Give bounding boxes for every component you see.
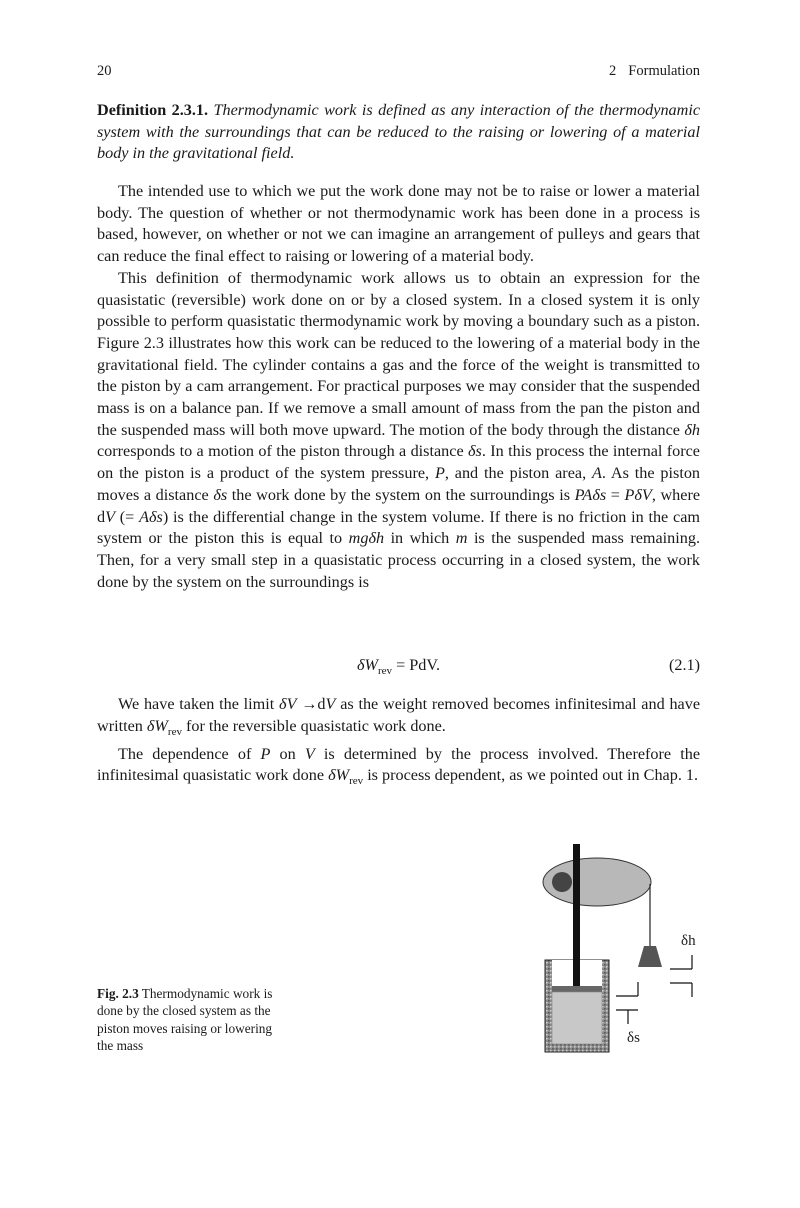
paragraph-3 [97, 694, 700, 744]
text-run: the work done by the system on the surroundings is [227, 485, 575, 504]
eq-rhs: = PdV. [392, 656, 441, 674]
text-run: = [606, 485, 625, 504]
text-run: . In this process the internal force on the piston is a product of the system pressure, [97, 442, 700, 483]
eq-lhs-sub: rev [378, 665, 393, 678]
math-dh: δh [684, 420, 700, 439]
chapter-title: Formulation [628, 63, 700, 79]
piston-cam-diagram [538, 838, 708, 1060]
math-sub-rev: rev [349, 775, 364, 788]
text-run: for the reversible quasistatic work done. [181, 716, 446, 735]
text-run: (= [114, 507, 140, 526]
math-p: P [434, 464, 445, 483]
gas-volume [552, 992, 602, 1044]
equation-body [97, 656, 700, 677]
text-run: , where d [97, 485, 701, 526]
text-run: in which [384, 529, 456, 548]
math-dv: δV [279, 695, 297, 713]
text-run: on [270, 744, 305, 763]
equation-2-1 [97, 656, 700, 680]
figure-caption [97, 985, 287, 1055]
text-run: , and the piston area, [444, 464, 592, 483]
math-a: A [592, 464, 602, 483]
piston [552, 986, 602, 992]
body-text-continued [97, 694, 700, 793]
text-run: This definition of thermodynamic work allows us to obtain an expression for the quasistatic (reversible) work done on or by a closed system. In a closed system it is only possible to perform quasistatic thermodynamic work by moving a boundary such as a piston. Figure 2.3 illustrates how this work can be reduced to the lowering of a material body in the gravitational field. The cylinder contains a gas and the force of the weight is transmitted to the piston by a cam arrangement. For practical purposes we may consider that the suspended mass is on a balance pan. If we remove a small amount of mass from the pan the piston and the suspended mass will both move upward. The motion of the body through the distance [97, 268, 700, 439]
math-sub-rev: rev [167, 725, 182, 738]
eq-lhs: δW [356, 656, 378, 674]
definition-text: Thermodynamic work is defined as any interaction of the thermodynamic system with the surroundings that can be reduced to the raising or lowering of a material body in the gravitational field. [97, 101, 700, 163]
caption-text: Thermodynamic work is done by the closed system as the piston moves raising or lowering the mass [97, 986, 273, 1054]
equation-number: (2.1) [668, 656, 700, 674]
text-run: is determined by the process involved. Therefore the infinitesimal quasistatic work done [97, 744, 701, 785]
definition-block [97, 100, 700, 165]
text-run: as the weight removed becomes infinitesimal and have written [97, 695, 700, 735]
cam-pivot [552, 872, 572, 892]
suspended-mass [638, 946, 662, 967]
math-dw: δW [146, 716, 168, 735]
dh-label: δh [681, 933, 696, 949]
caption-label: Fig. 2.3 [97, 986, 139, 1001]
math-m: m [455, 529, 468, 548]
text-run: ) is the differential change in the system volume. If there is no friction in the cam system or the piston this is equal to [97, 507, 700, 548]
math-v: V [304, 744, 315, 763]
text-run: The dependence of [118, 744, 261, 763]
body-text [97, 181, 700, 593]
math-pads: PAδs [574, 485, 607, 504]
text-run: We have taken the limit [118, 695, 280, 713]
definition-label: Definition 2.3.1. [97, 101, 209, 119]
text-run: corresponds to a motion of the piston through a distance [97, 442, 468, 461]
math-v: V [105, 507, 115, 526]
math-pdv: PδV [624, 485, 652, 504]
figure-2-3 [538, 838, 708, 1060]
math-ds: δs [213, 485, 228, 504]
paragraph-1: The intended use to which we put the work done may not be to raise or lower a material body. The question of whether or not thermodynamic work has been done in a process is based, however, on whether or not we can imagine an arrangement of pulleys and gears that can reduce the final effect to raising or lowering of a material body. [97, 182, 700, 266]
paragraph-2 [97, 268, 700, 594]
text-run: . As the piston moves a distance [97, 464, 701, 504]
text-run: is process dependent, as we pointed out in Chap. 1. [363, 766, 699, 785]
text-run: is the suspended mass remaining. Then, for a very small step in a quasistatic process occurring in a closed system, the work done by the system on the surroundings is [97, 529, 701, 591]
piston-rod [573, 844, 580, 986]
text-run: →d [296, 695, 326, 713]
math-mgdh: mgδh [348, 529, 385, 548]
running-head [609, 63, 700, 80]
page-number: 20 [97, 63, 112, 79]
math-dw: δW [328, 766, 350, 785]
paragraph-4 [97, 744, 700, 794]
math-p: P [260, 744, 271, 763]
math-v: V [325, 695, 336, 713]
math-ads: Aδs [139, 507, 163, 526]
math-ds: δs [468, 442, 482, 461]
ds-label: δs [627, 1030, 640, 1046]
page-header [97, 63, 700, 83]
chapter-number: 2 [609, 63, 617, 79]
